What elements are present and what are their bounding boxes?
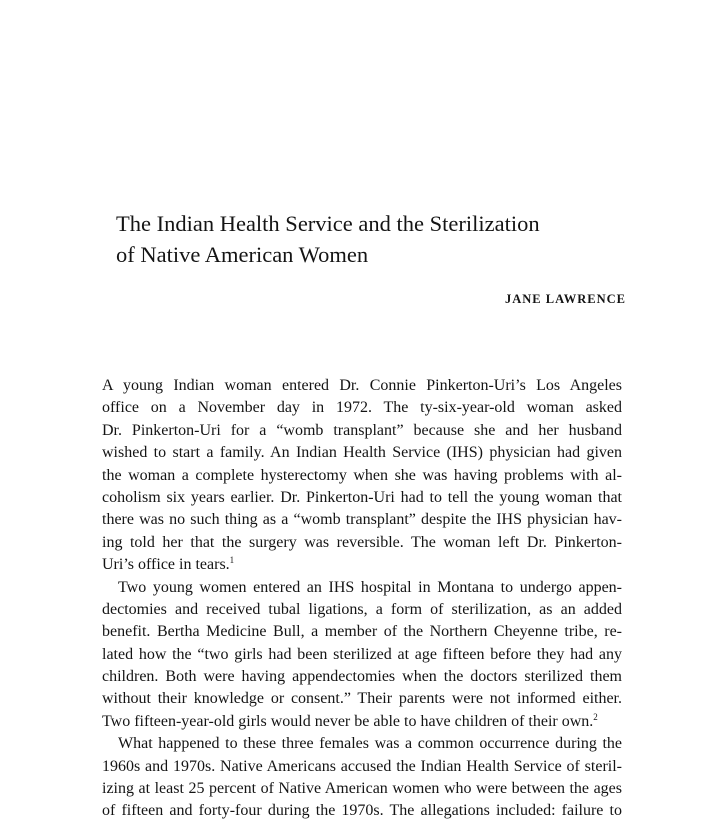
- body-line: [102, 554, 622, 576]
- article-title: [116, 208, 636, 270]
- body-line: 1960s and 1970s. Native Americans accused the Indian Health Service of steril-: [102, 757, 622, 775]
- body-line: office on a November day in 1972. The ty-six-year-old woman asked: [102, 399, 622, 417]
- article-title-line: The Indian Health Service and the Sterilization: [116, 211, 540, 236]
- body-line: izing at least 25 percent of Native American women who were between the ages: [102, 780, 622, 798]
- body-line: without their knowledge or consent.” Their parents were not informed either.: [102, 690, 622, 708]
- article-title-line: of Native American Women: [116, 242, 369, 267]
- body-line: children. Both were having appendectomies when the doctors sterilized them: [102, 668, 622, 686]
- body-line-text: Two fifteen-year-old girls would never be able to have children of their own.: [102, 712, 594, 730]
- body-line: coholism six years earlier. Dr. Pinkerton-Uri had to tell the young woman that: [102, 488, 622, 506]
- article-body: [102, 375, 622, 823]
- article-author: JANE LAWRENCE: [504, 292, 626, 306]
- body-line: [102, 711, 622, 733]
- body-line: there was no such thing as a “womb transplant” despite the IHS physician hav-: [102, 511, 622, 529]
- body-line: What happened to these three females was a common occurrence during the: [118, 735, 622, 753]
- footnote-ref: 2: [593, 711, 598, 722]
- body-line-text: Uri’s office in tears.: [102, 556, 230, 574]
- body-line: the woman a complete hysterectomy when she was having problems with al-: [102, 466, 622, 484]
- footnote-ref: 1: [229, 555, 235, 566]
- body-line: Dr. Pinkerton-Uri for a “womb transplant” because she and her husband: [102, 421, 622, 439]
- body-line: dectomies and received tubal ligations, a form of sterilization, as an added: [102, 600, 622, 618]
- body-line: of fifteen and forty-four during the 1970s. The allegations included: failure to: [102, 802, 622, 820]
- body-line: lated how the “two girls had been sterilized at age fifteen before they had any: [102, 645, 622, 663]
- body-line: Two young women entered an IHS hospital in Montana to undergo appen-: [118, 578, 622, 596]
- body-line: ing told her that the surgery was reversible. The woman left Dr. Pinkerton-: [102, 533, 622, 551]
- body-line: benefit. Bertha Medicine Bull, a member of the Northern Cheyenne tribe, re-: [102, 623, 622, 641]
- body-line: A young Indian woman entered Dr. Connie Pinkerton-Uri’s Los Angeles: [102, 377, 622, 394]
- body-line: wished to start a family. An Indian Health Service (IHS) physician had given: [102, 444, 622, 462]
